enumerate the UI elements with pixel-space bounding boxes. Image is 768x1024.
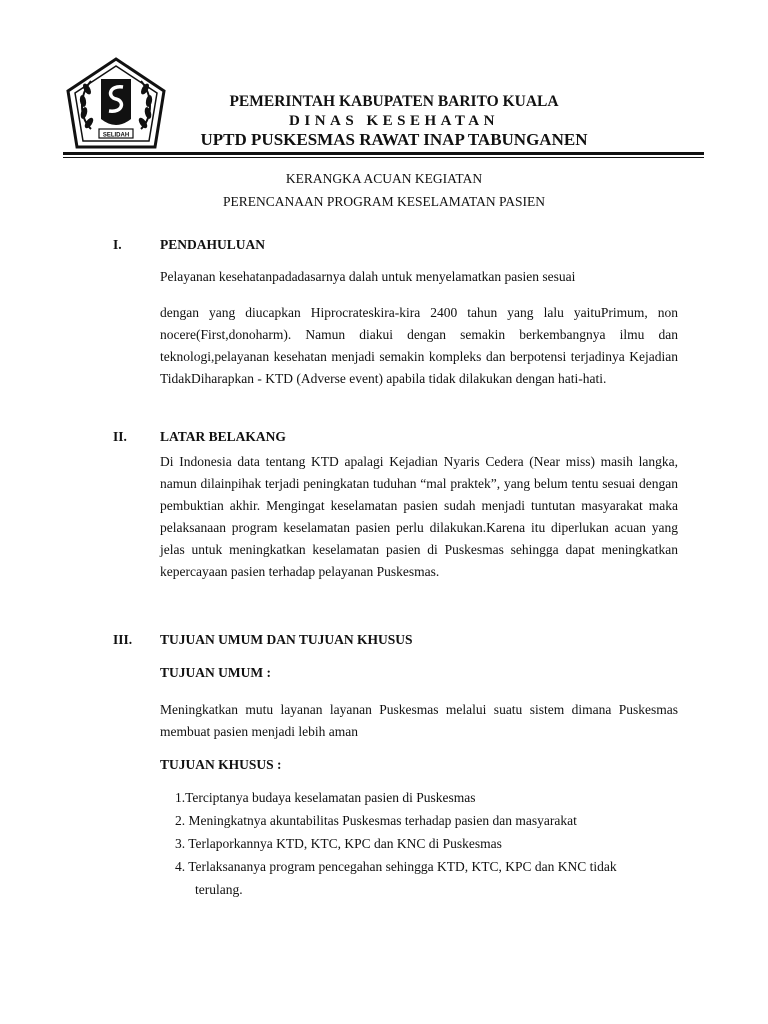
paragraph: Di Indonesia data tentang KTD apalagi Kejadian Nyaris Cedera (Near miss) masih langka, namun dilainpihak terjadi peningkatan tuduhan “mal praktek”, yang belum tentu sesuai dengan pembuktian akhir. Mengingat keselamatan pasien sudah menjadi tuntutan masyarakat maka pelaksanaan program keselamatan pasien perlu dilakukan.Karena itu diperlukan acuan yang jelas untuk meningkatkan keselamatan pasien di Puskesmas sehingga dapat meningkatkan kepercayaan pasien terhadap pelayanan Puskesmas. bbox=[160, 454, 678, 579]
paragraph: Meningkatkan mutu layanan layanan Puskesmas melalui suatu sistem dimana Puskesmas membuat pasien menjadi lebih aman bbox=[160, 702, 678, 739]
document-subtitle: PERENCANAAN PROGRAM KESELAMATAN PASIEN bbox=[222, 194, 546, 209]
section-number: III. bbox=[113, 632, 133, 647]
section-heading: TUJUAN UMUM DAN TUJUAN KHUSUS bbox=[160, 632, 413, 647]
header-divider-thick bbox=[63, 152, 704, 155]
list-item: 3. Terlaporkannya KTD, KTC, KPC dan KNC di Puskesmas bbox=[175, 836, 502, 851]
list-item: 1.Terciptanya budaya keselamatan pasien di Puskesmas bbox=[175, 790, 476, 805]
subsection-heading: TUJUAN KHUSUS : bbox=[160, 757, 282, 772]
paragraph: Pelayanan kesehatanpadadasarnya dalah untuk menyelamatkan pasien sesuai bbox=[160, 269, 576, 284]
section-heading: PENDAHULUAN bbox=[160, 237, 266, 252]
header-department: DINAS KESEHATAN bbox=[289, 113, 499, 129]
header-unit: UPTD PUSKESMAS RAWAT INAP TABUNGANEN bbox=[200, 130, 588, 149]
section-heading: LATAR BELAKANG bbox=[160, 429, 286, 444]
list-item: 2. Meningkatnya akuntabilitas Puskesmas terhadap pasien dan masyarakat bbox=[175, 813, 577, 828]
section-number: I. bbox=[113, 237, 122, 252]
objectives-list bbox=[175, 786, 680, 901]
section-number: II. bbox=[113, 429, 127, 444]
document-title: KERANGKA ACUAN KEGIATAN bbox=[285, 171, 483, 186]
list-item-continuation: terulang. bbox=[195, 882, 243, 897]
subsection-heading: TUJUAN UMUM : bbox=[160, 665, 271, 680]
paragraph: dengan yang diucapkan Hiprocrateskira-kira 2400 tahun yang lalu yaituPrimum, non nocere(First,donoharm). Namun diakui dengan semakin berkembangnya ilmu dan teknologi,pelayanan kesehatan menjadi semakin kompleks dan berpotensi terjadinya Kejadian TidakDiharapkan - KTD (Adverse event) apabila tidak dilakukan dengan hati-hati. bbox=[160, 305, 678, 386]
header-divider-thin bbox=[63, 157, 704, 158]
svg-text:SELIDAH: SELIDAH bbox=[102, 132, 130, 139]
header-government: PEMERINTAH KABUPATEN BARITO KUALA bbox=[229, 93, 559, 110]
list-item: 4. Terlaksananya program pencegahan sehingga KTD, KTC, KPC dan KNC tidak bbox=[175, 859, 617, 874]
